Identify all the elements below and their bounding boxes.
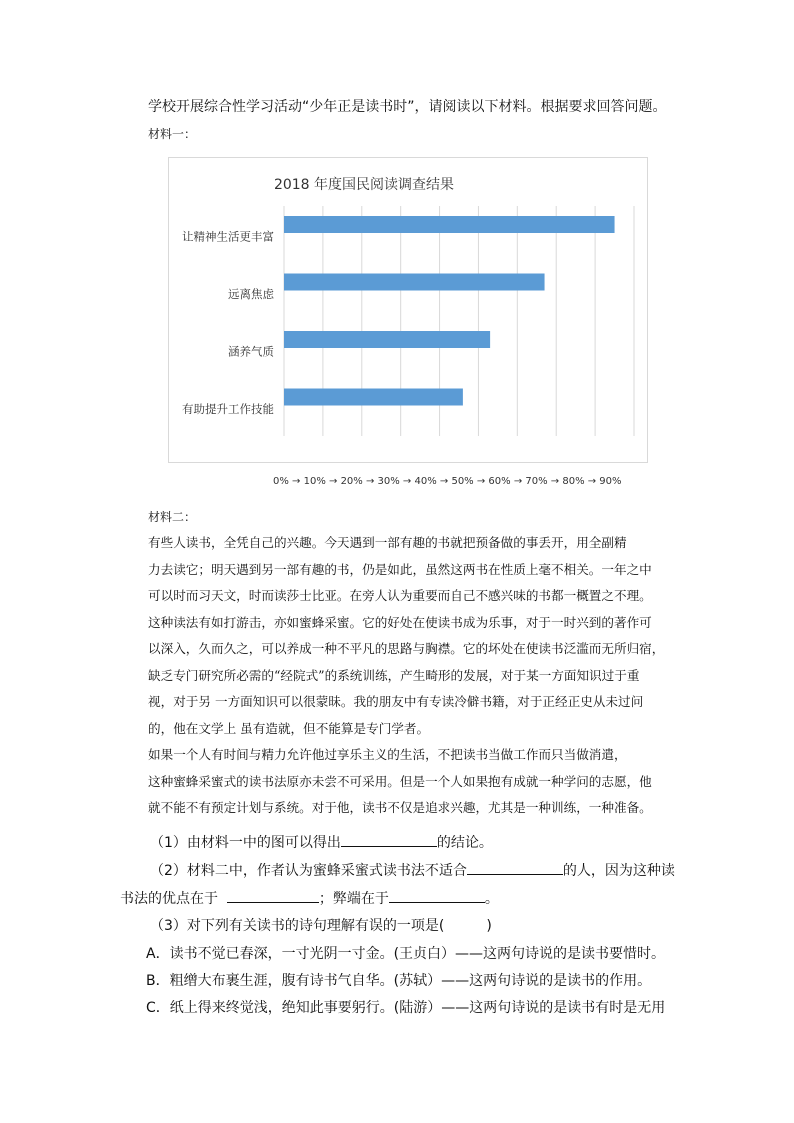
chart-title: 2018 年度国民阅读调查结果 — [273, 177, 455, 193]
passage-line: 就不能不有预定计划与系统。对于他，读书不仅是追求兴趣，尤其是一种训练，一种准备。 — [148, 800, 652, 815]
x-axis-tick-labels: 0% → 10% → 20% → 30% → 40% → 50% → 60% → 70% → 80% → 90% — [273, 476, 622, 487]
category-label: 有助提升工作技能 — [182, 402, 274, 416]
passage-line: 如果一个人有时间与精力允许他过享乐主义的生活，不把读书当做工作而只当做消遣， — [148, 747, 627, 762]
category-label: 让精神生活更丰富 — [182, 229, 274, 244]
question-2-line2-text: 书法的优点在于 — [120, 891, 218, 907]
bar — [284, 274, 545, 291]
material1-label: 材料一： — [148, 127, 197, 141]
material2-passage — [148, 530, 665, 822]
passage-line: 可以时而习天文，时而读莎士比亚。在旁人认为重要而自己不感兴味的书都一概置之不理。 — [148, 588, 652, 603]
answer-blank-1[interactable] — [341, 832, 437, 847]
passage-line: 的，他在文学上 虽有造就，但不能算是专门学者。 — [148, 720, 430, 736]
bar-chart — [169, 158, 647, 462]
bar — [284, 331, 490, 348]
question-2-text: （2）材料二中，作者认为蜜蜂采蜜式读书法不适合 — [150, 863, 467, 879]
answer-blank-2a[interactable] — [467, 860, 563, 875]
question-2-line2-tail: 。 — [484, 891, 499, 907]
material2-label: 材料二： — [148, 510, 197, 524]
question-1-text: （1）由材料一中的图可以得出 — [150, 835, 341, 851]
option-b: B．粗缯大布裹生涯，腹有诗书气自华。(苏轼）——这两句诗说的是读书的作用。 — [146, 973, 652, 989]
passage-line: 这种读法有如打游击，亦如蜜蜂采蜜。它的好处在使读书成为乐事，对于一时兴到的著作可 — [148, 614, 652, 630]
bar — [284, 389, 463, 406]
question-1 — [150, 832, 493, 852]
passage-line: 以深入，久而久之，可以养成一种不平凡的思路与胸襟。它的坏处在使读书泛滥而无所归宿， — [148, 641, 665, 656]
question-2-line2-mid: ；弊端在于 — [318, 891, 389, 907]
passage-line: 有些人读书，全凭自己的兴趣。今天遇到一部有趣的书就把预备做的事丢开，用全副精 — [148, 535, 627, 550]
passage-line: 这种蜜蜂采蜜式的读书法原亦未尝不可采用。但是一个人如果抱有成就一种学问的志愿，他 — [148, 773, 652, 789]
bar — [284, 216, 615, 233]
question-1-tail: 的结论。 — [436, 835, 493, 851]
category-label: 远离焦虑 — [228, 287, 274, 301]
chart-frame — [168, 157, 648, 463]
question-2-mid: 的人，因为这种读 — [562, 863, 675, 879]
question-3: （3）对下列有关读书的诗句理解有误的一项是( ) — [150, 918, 492, 934]
question-2-line2 — [120, 888, 499, 908]
passage-line: 力去读它；明天遇到另一部有趣的书，仍是如此，虽然这两书在性质上毫不相关。一年之中 — [148, 561, 652, 577]
answer-blank-2c[interactable] — [389, 888, 485, 903]
option-a: A．读书不觉已春深，一寸光阴一寸金。(王贞白）——这两句诗说的是读书要惜时。 — [146, 946, 666, 962]
intro-text: 学校开展综合性学习活动“少年正是读书时”，请阅读以下材料。根据要求回答问题。 — [148, 99, 667, 115]
category-label: 涵养气质 — [228, 344, 274, 359]
answer-blank-2b[interactable] — [227, 888, 319, 903]
passage-line: 视，对于另 一方面知识可以很蒙昧。我的朋友中有专读冷僻书籍，对于正经正史从未过问 — [148, 694, 644, 709]
passage-line: 缺乏专门研究所必需的“经院式”的系统训练，产生畸形的发展，对于某一方面知识过于重 — [148, 667, 640, 683]
option-c: C．纸上得来终觉浅，绝知此事要躬行。(陆游）——这两句诗说的是读书有时是无用 — [146, 1000, 666, 1016]
question-2 — [150, 860, 675, 880]
